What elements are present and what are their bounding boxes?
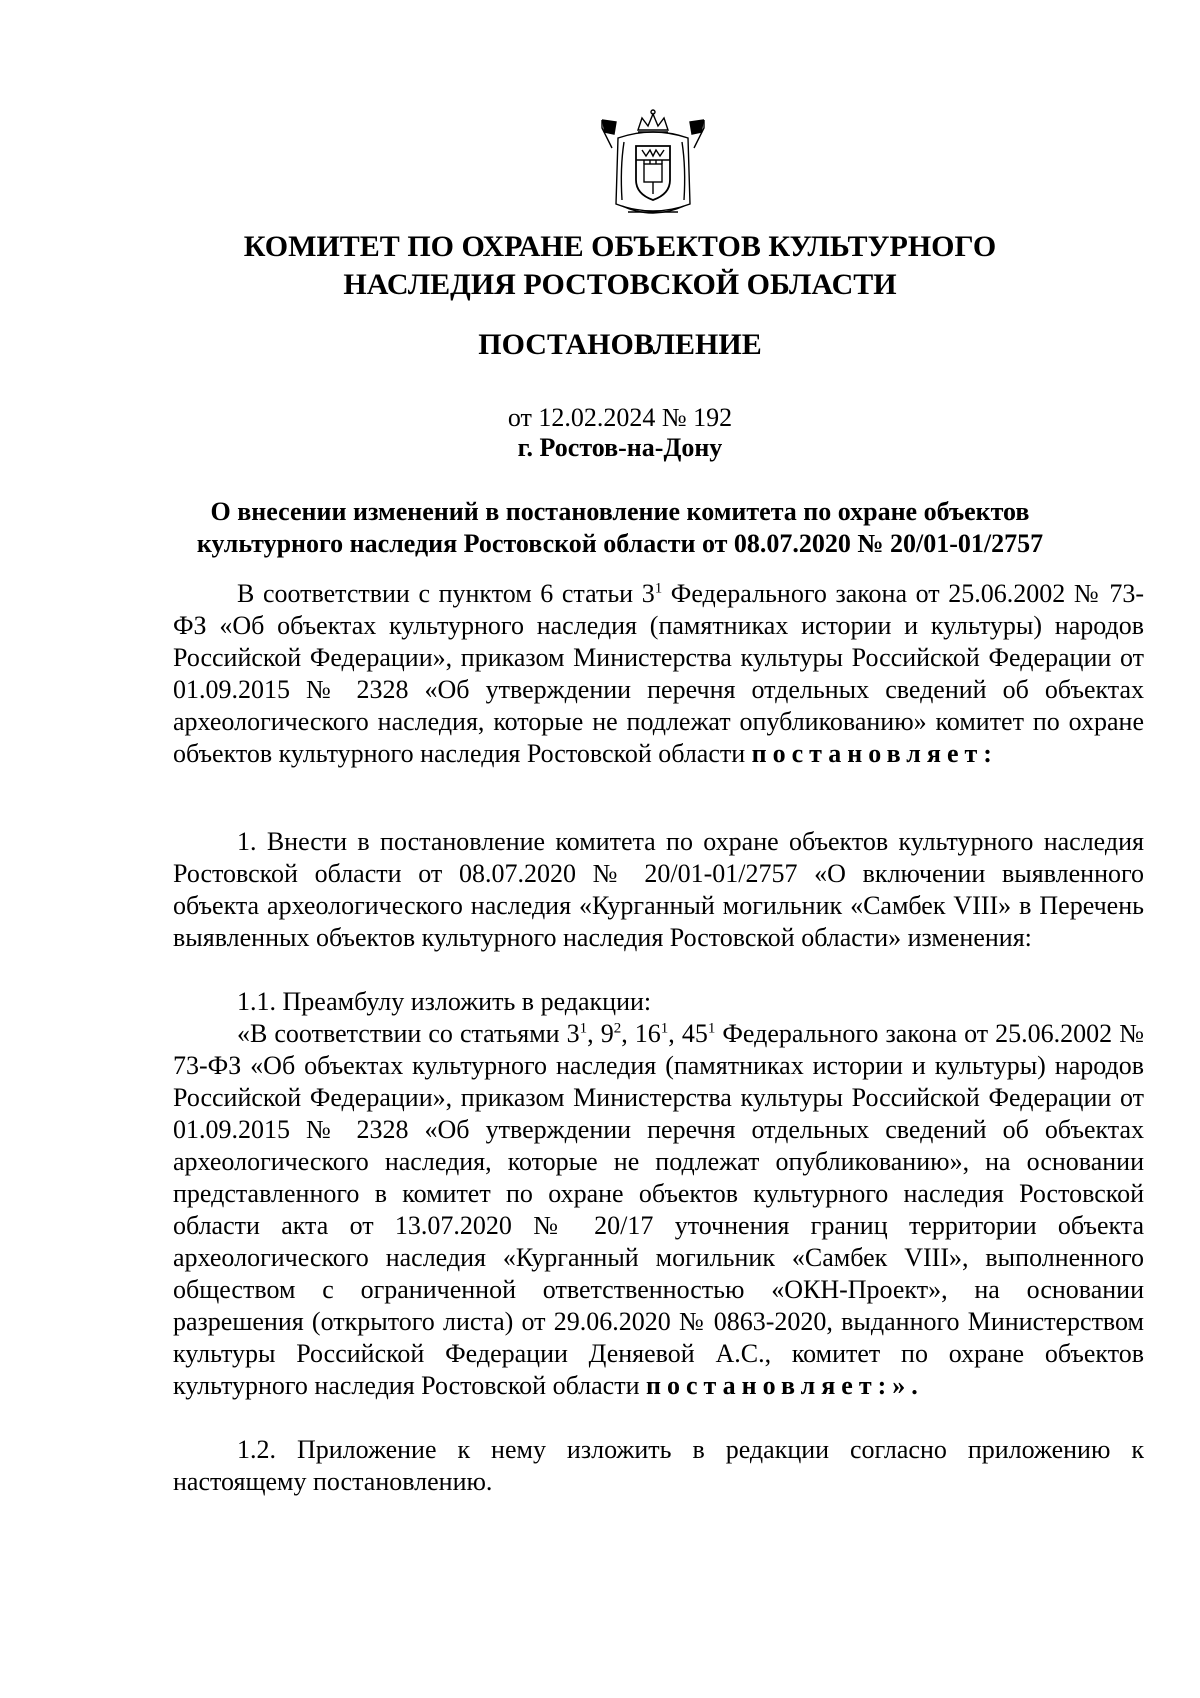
item-1-1-text: 1.1. Преамбулу изложить в редакции: [237, 987, 652, 1016]
quote-text-5: Федерального закона от 25.06.2002 № 73-ФЗ «Об объектах культурного наследия (памятниках истории и культуры) народов Российской Федерации», приказом Министерства культуры Российской Федерации от 01.09.2015 № 2328 «Об утверждении перечня отдельных сведений об объектах археологического наследия, которые не подлежат опубликованию», на основании представленного в комитет по охране объектов культурного наследия Ростовской области акта от 13.07.2020 № 20/17 уточнения границ территории объекта археологического наследия «Курганный могильник «Самбек VIII», выполненного обществом с ограниченной ответственностью «ОКН-Проект», на основании разрешения (открытого листа) от 29.06.2020 № 0863-2020, выданного Министерством культуры Российской Федерации Деняевой А.С., комитет по охране объектов культурного наследия Ростовской области [173, 1019, 1145, 1400]
preamble-resolves: постановляет: [751, 739, 998, 768]
quote-superscript-3: 1 [660, 1020, 669, 1037]
preamble-text-1: В соответствии с пунктом 6 статьи 3 [237, 579, 655, 608]
quoted-preamble-paragraph [173, 1018, 1144, 1402]
document-type: ПОСТАНОВЛЕНИЕ [478, 328, 762, 361]
quote-text-1: «В соответствии со статьями 3 [237, 1019, 580, 1048]
quote-text-4: , 45 [668, 1019, 708, 1048]
coat-of-arms-emblem [598, 108, 708, 222]
quote-superscript-2: 2 [613, 1020, 622, 1037]
item-1-2-paragraph [173, 1434, 1144, 1498]
item-1-text: 1. Внести в постановление комитета по охране объектов культурного наследия Ростовской области от 08.07.2020 № 20/01-01/2757 «О включении выявленного объекта археологического наследия «Курганный могильник «Самбек VIII» в Перечень выявленных объектов культурного наследия Ростовской области» изменения: [173, 827, 1144, 952]
quote-text-3: , 16 [621, 1019, 661, 1048]
date-and-number: от 12.02.2024 № 192 [507, 403, 733, 432]
preamble-paragraph [173, 578, 1144, 770]
quote-superscript-4: 1 [707, 1020, 716, 1037]
organization-title: КОМИТЕТ ПО ОХРАНЕ ОБЪЕКТОВ КУЛЬТУРНОГО НАСЛЕДИЯ РОСТОВСКОЙ ОБЛАСТИ [243, 230, 997, 301]
item-1-paragraph [173, 826, 1144, 954]
city: г. Ростов-на-Дону [517, 433, 723, 462]
item-1-1-paragraph [173, 986, 1144, 1018]
preamble-text-2: Федерального закона от 25.06.2002 № 73-ФЗ «Об объектах культурного наследия (памятниках истории и культуры) народов Российской Федерации», приказом Министерства культуры Российской Федерации от 01.09.2015 № 2328 «Об утверждении перечня отдельных сведений об объектах археологического наследия, которые не подлежат опубликованию» комитет по охране объектов культурного наследия Ростовской области [173, 579, 1144, 768]
quote-superscript-1: 1 [579, 1020, 588, 1037]
item-1-2-text: 1.2. Приложение к нему изложить в редакции согласно приложению к настоящему постановлению. [173, 1435, 1144, 1496]
document-subject: О внесении изменений в постановление комитета по охране объектов культурного наследия Ростовской области от 08.07.2020 № 20/01-01/2757 [196, 497, 1044, 558]
quote-resolves: постановляет:». [646, 1371, 924, 1400]
quote-text-2: , 9 [587, 1019, 614, 1048]
preamble-superscript: 1 [654, 580, 663, 597]
